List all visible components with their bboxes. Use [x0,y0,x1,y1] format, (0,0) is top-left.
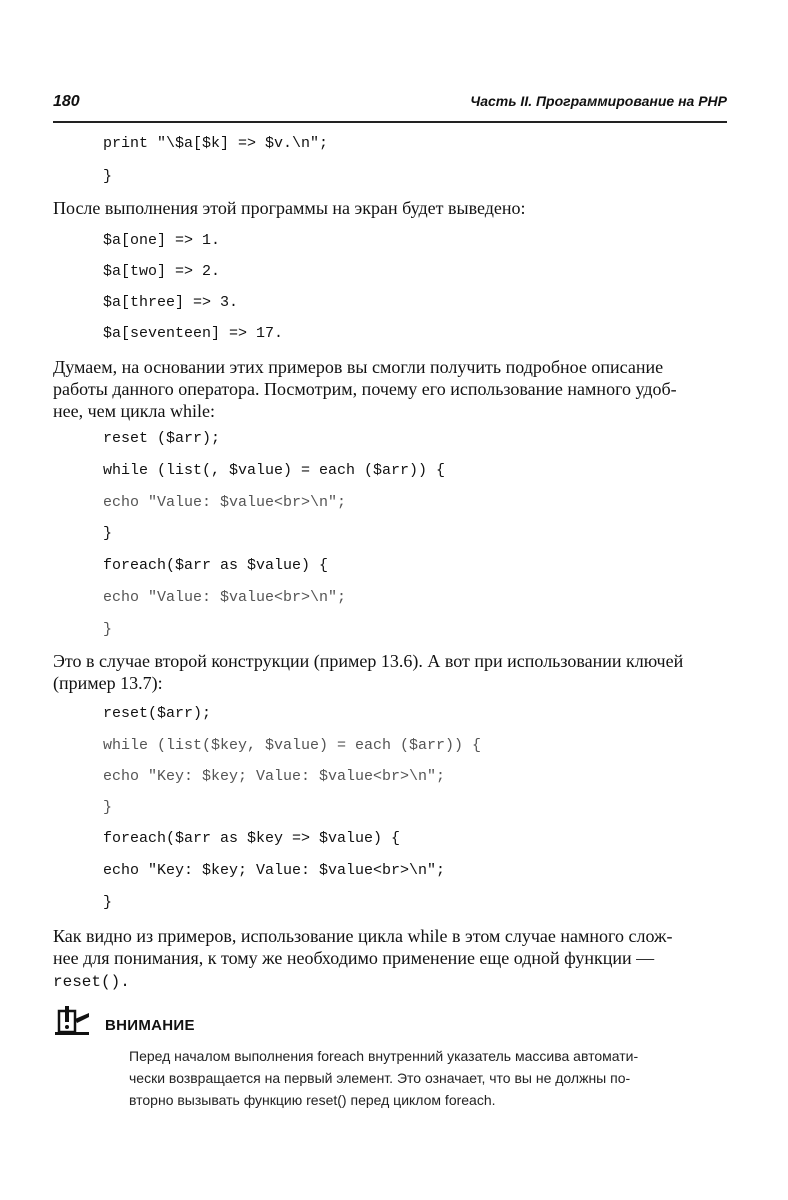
paragraph-line: нее, чем цикла while: [53,401,216,421]
running-title: Часть II. Программирование на PHP [470,93,727,109]
code-line: } [103,621,113,638]
code-line: echo "Key: $key; Value: $value<br>\n"; [103,768,446,785]
inline-code: reset(). [53,973,130,991]
code-line: reset($arr); [103,705,212,722]
note-body [129,1045,727,1111]
code-line: foreach($arr as $value) { [103,557,329,574]
code-line: } [103,525,113,542]
note-line: вторно вызывать функцию reset() перед циклом foreach. [129,1092,496,1108]
note-line: Перед началом выполнения foreach внутренний указатель массива автомати- [129,1048,639,1064]
page-number: 180 [53,93,80,110]
code-line: reset ($arr); [103,430,221,447]
code-line: } [103,168,113,185]
paragraph-line: После выполнения этой программы на экран будет выведено: [53,198,526,218]
code-line: while (list(, $value) = each ($arr)) { [103,462,446,479]
paragraph-3 [53,650,727,694]
page-header [53,93,727,113]
paragraph-4 [53,925,727,993]
code-line: print "\$a[$k] => $v.\n"; [103,135,329,152]
paragraph-1 [53,197,727,219]
code-line: } [103,799,113,816]
paragraph-line: (пример 13.7): [53,673,163,693]
note-title: ВНИМАНИЕ [105,1017,195,1034]
code-line: echo "Value: $value<br>\n"; [103,589,347,606]
code-line: $a[two] => 2. [103,263,221,280]
paragraph-line: нее для понимания, к тому же необходимо применение еще одной функции — [53,948,655,968]
paragraph-line: Это в случае второй конструкции (пример 13.6). А вот при использовании ключей [53,651,684,671]
code-line: $a[three] => 3. [103,294,239,311]
code-line: echo "Key: $key; Value: $value<br>\n"; [103,862,446,879]
note-line: чески возвращается на первый элемент. Это означает, что вы не должны по- [129,1070,631,1086]
paragraph-line: Как видно из примеров, использование цикла while в этом случае намного слож- [53,926,673,946]
paragraph-2 [53,356,727,422]
code-line: while (list($key, $value) = each ($arr)) { [103,737,482,754]
header-rule [53,121,727,123]
warning-hand-icon [53,1005,91,1035]
paragraph-line [53,969,727,993]
code-line: echo "Value: $value<br>\n"; [103,494,347,511]
code-line: $a[one] => 1. [103,232,221,249]
paragraph-line: Думаем, на основании этих примеров вы смогли получить подробное описание [53,357,664,377]
code-line: } [103,894,113,911]
code-line: $a[seventeen] => 17. [103,325,284,342]
paragraph-line: работы данного оператора. Посмотрим, почему его использование намного удоб- [53,379,677,399]
code-line: foreach($arr as $key => $value) { [103,830,401,847]
